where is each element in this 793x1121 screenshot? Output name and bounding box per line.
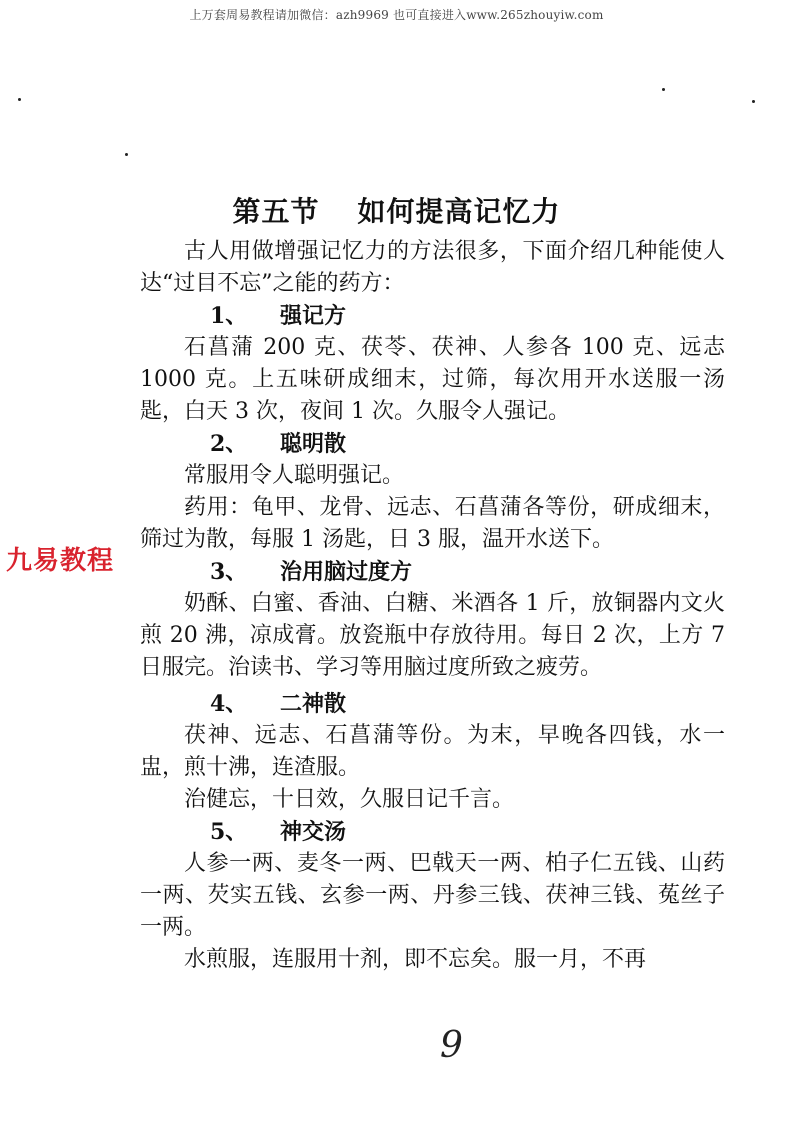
scan-speck: [125, 153, 128, 156]
recipe-heading: [140, 816, 725, 848]
recipe-number: 4、: [210, 691, 248, 717]
intro-paragraph: 古人用做增强记忆力的方法很多，下面介绍几种能使人达“过目不忘”之能的药方：: [140, 239, 725, 296]
recipe-heading: [140, 556, 725, 588]
section-heading: 如何提高记忆力: [357, 195, 561, 228]
scan-speck: [662, 88, 665, 91]
scan-speck: [18, 98, 21, 101]
recipe-number: 5、: [210, 819, 248, 845]
recipe-paragraph: 人参一两、麦冬一两、巴戟天一两、柏子仁五钱、山药一两、芡实五钱、玄参一两、丹参三钱、茯神三钱、菟丝子一两。: [140, 851, 725, 940]
recipe-paragraph: 药用：龟甲、龙骨、远志、石菖蒲各等份，研成细末，筛过为散，每服 1 汤匙，日 3 服，温开水送下。: [140, 495, 725, 552]
article-body: [140, 236, 725, 976]
scan-speck: [752, 100, 755, 103]
recipe-paragraph: 石菖蒲 200 克、茯苓、茯神、人参各 100 克、远志 1000 克。上五味研成细末，过筛，每次用开水送服一汤匙，白天 3 次，夜间 1 次。久服令人强记。: [140, 335, 725, 424]
recipe-heading: [140, 300, 725, 332]
watermark-logo: 九易教程: [6, 546, 115, 576]
recipe-name: 神交汤: [280, 819, 347, 845]
recipe-name: 强记方: [280, 303, 347, 329]
recipe-paragraph: 茯神、远志、石菖蒲等份。为末，早晚各四钱，水一盅，煎十沸，连渣服。: [140, 723, 725, 780]
recipe-name: 治用脑过度方: [280, 559, 413, 585]
page-number: 9: [440, 1025, 463, 1066]
recipe-name: 聪明散: [280, 431, 347, 457]
recipe-heading: [140, 688, 725, 720]
recipe-number: 1、: [210, 303, 248, 329]
recipe-heading: [140, 428, 725, 460]
recipe-paragraph: 常服用令人聪明强记。: [184, 463, 405, 488]
section-title: [0, 190, 793, 230]
recipe-paragraph: 奶酥、白蜜、香油、白糖、米酒各 1 斤，放铜器内文火煎 20 沸，凉成膏。放瓷瓶中存放待用。每日 2 次，上方 7 日服完。治读书、学习等用脑过度所致之疲劳。: [140, 591, 725, 680]
recipe-number: 3、: [210, 559, 248, 585]
recipe-name: 二神散: [280, 691, 347, 717]
recipe-paragraph: 治健忘，十日效，久服日记千言。: [184, 787, 515, 812]
section-number: 第五节: [232, 195, 320, 228]
recipe-paragraph: 水煎服，连服用十剂，即不忘矣。服一月，不再: [184, 947, 647, 972]
recipe-number: 2、: [210, 431, 248, 457]
header-banner: 上万套周易教程请加微信：azh9969 也可直接进入www.265zhouyiw.com: [189, 8, 604, 22]
